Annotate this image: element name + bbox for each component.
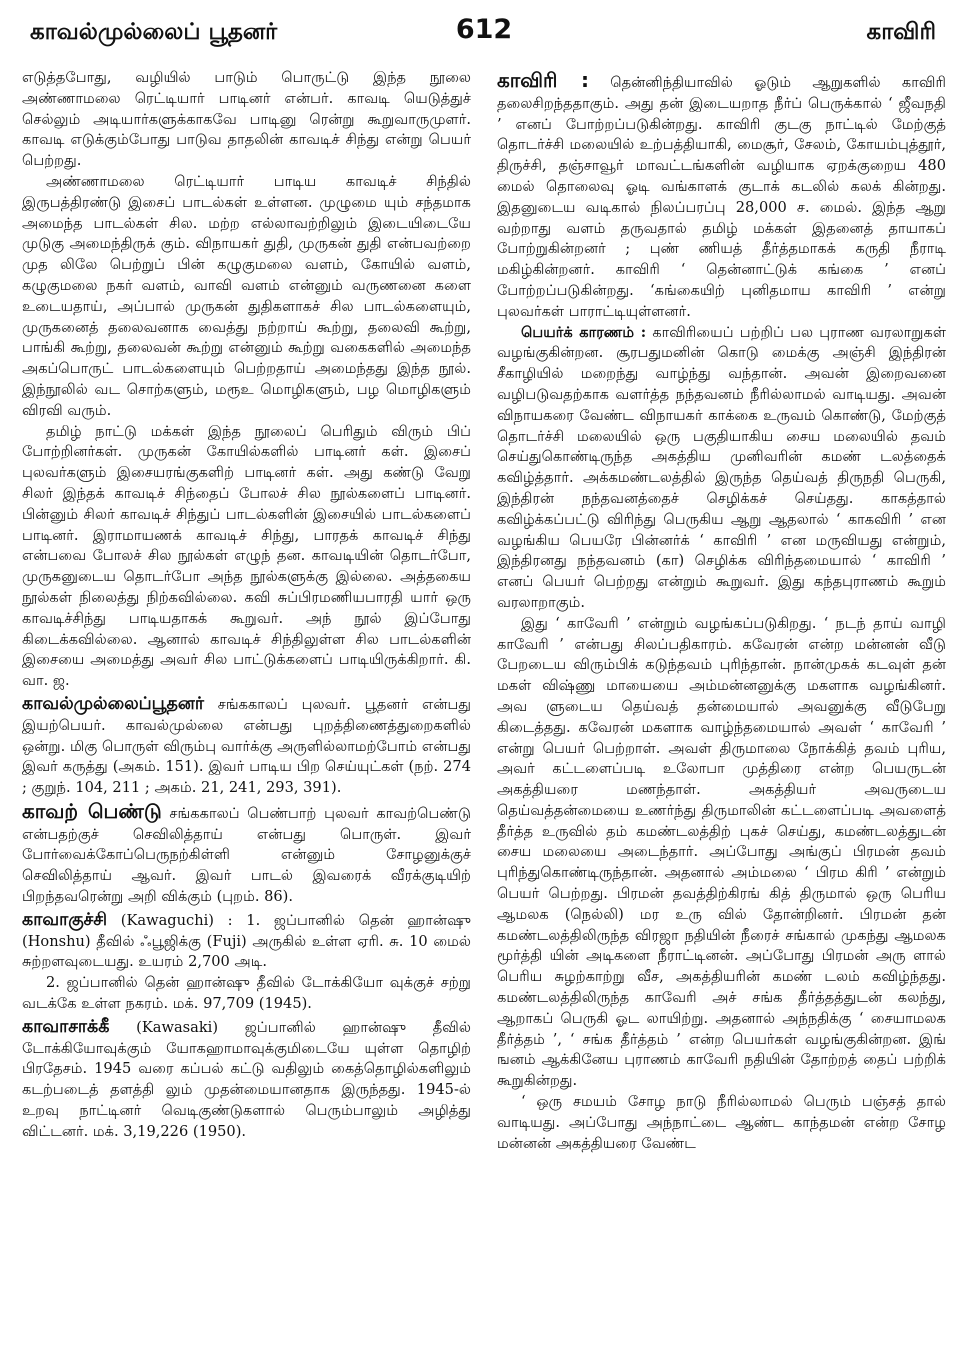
paragraph-text: காவிரியைப் பற்றிப் பல புராண வரலாறுகள் வழங்குகின்றன. சூரபதுமனின் கொடு மைக்கு அஞ்சி இந்திரன் சீகாழியில் மறைந்து வாழ்ந்து வந்தான். அவன் இறைவனை வழிபடுவதற்காக வளர்த்த நந்தவனம் நீரில்லாமல் வாடியது. அவன் விநாயகரை வேண்ட விநாயகர் காக்கை உருவம் கொண்டு, மேற்குத் தொடர்ச்சி மலையில் ஒரு பகுதியாகிய சைய மலையில் தவம் செய்துகொண்டிருந்த அகத்திய முனிவரின் கமண் டலத்தைக் கவிழ்த்தார். அக்கமண்டலத்தில் இருந்த தெய்வத் திருநதி பெருகி, இந்திரன் நந்தவனத்தைச் செழிக்கச் செய்தது. காகத்தால் கவிழ்க்கப்பட்டு விரிந்து பெருகிய ஆறு ஆதலால் ‘ காகவிரி ’ என வழங்கிய பெயரே பின்னர்க் ‘ காவிரி ’ என மருவியது என்றும், இந்திரனது நந்தவனம் (கா) செழிக்க விரிந்தமையால் ‘ காவிரி ’ எனப் பெயர் பெற்றது என்றும் கூறுவர். இது கந்தபுராணம் கூறும் வரலாறாகும். [497,323,946,611]
entry-kavar-pendu [22,798,471,908]
entry-headword: காவாசாக்கீ [22,1016,110,1037]
entry-text: (Kawaguchi) : 1. ஜப்பானில் தென் ஹான்ஷு (Honshu) தீவில் ஃபூஜிக்கு (Fuji) அருகில் உள்ள ஏரி. சு. 10 மைல் சுற்றளவுடையது. உயரம் 2,700 அடி. [22,911,471,971]
entry-kaval-mullai-poothanar [22,694,471,799]
left-column [22,68,471,1357]
etymology-paragraph [497,323,946,614]
entry-headword: காவாகுச்சி [22,909,108,930]
page-header [22,10,946,54]
running-head-right: காவிரி [866,18,936,45]
entry-headword: காவல்முல்லைப்பூதனர் [22,693,204,714]
entry-headword: காவிரி : [497,68,589,92]
paragraph: 2. ஜப்பானில் தென் ஹான்ஷு தீவில் டோக்கியோ வுக்குச் சற்று வடக்கே உள்ள நகரம். மக். 97,709 (1945). [22,974,471,1013]
right-column [497,68,946,1357]
text-columns [22,68,946,1357]
subheading: பெயர்க் காரணம் : [521,323,647,341]
entry-headword: காவற் பெண்டு [22,798,162,823]
entry-text: (Kawasaki) ஜப்பானில் ஹான்ஷு தீவில் டோக்கியோவுக்கும் யோகஹாமாவுக்குமிடையே யுள்ள தொழிற் பிரதேசம். 1945 வரை கப்பல் கட்டு வதிலும் கைத்தொழில்களிலும் கடற்படைத் தளத்தி லும் முதன்மையானதாக இருந்தது. 1945-ல் உறவு நாட்டினர் வெடிகுண்டுகளால் பெரும்பாலும் அழித்து விட்டனர். மக். 3,19,226 (1950). [22,1018,471,1140]
paragraph: ‘ ஒரு சமயம் சோழ நாடு நீரில்லாமல் பெரும் பஞ்சத் தால் வாடியது. அப்போது அந்நாட்டை ஆண்ட காந்தமன் என்ற சோழ மன்னன் அகத்தியரை வேண்ட [497,1093,946,1152]
paragraph: தமிழ் நாட்டு மக்கள் இந்த நூலைப் பெரிதும் விரும் பிப் போற்றினர்கள். முருகன் கோயில்களில் பாடினர் கள். இசைப் புலவர்களும் இசையரங்குகளிற் பாடினர் கள். அது கண்டு வேறு சிலர் இந்தக் காவடிச் சிந்தைப் போலச் சில நூல்களைப் பாடினர். பின்னும் சிலர் காவடிச் சிந்துப் பாடல்களின் இசையில் பாடல்களைப் பாடினர். இராமாயணக் காவடிச் சிந்து, பாரதக் காவடிச் சிந்து என்பவை போலச் சில நூல்கள் எழுந் தன. காவடியின் தொடர்போ, முருகனுடைய தொடர்போ அந்த நூல்களுக்கு இல்லை. அத்தகைய நூல்கள் நிலைத்து நிற்கவில்லை. கவி சுப்பிரமணியபாரதி யார் ஒரு காவடிச்சிந்து பாடியதாகக் கூறுவர். அந் நூல் இப்போது கிடைக்கவில்லை. ஆனால் காவடிச் சிந்திலுள்ள சில பாடல்களின் இசையை அமைத்து அவர் சில பாட்டுக்களைப் பாடியிருக்கிறார். கி. வா. ஜ. [22,422,471,690]
paragraph: இது ‘ காவேரி ’ என்றும் வழங்கப்படுகிறது. ‘ நடந் தாய் வாழி காவேரி ’ என்பது சிலப்பதிகாரம். கவேரன் என்ற மன்னன் வீடு பேறடைய விரும்பிக் கடுந்தவம் புரிந்தான். நான்முகக் கடவுள் தன் மகள் விஷ்ணு மாயையை அம்மன்னனுக்கு மகளாக வழங்கினர். அவ ளுடைய தெய்வத் தன்மையால் அவனுக்கு வீடுபேறு கிடைத்தது. கவேரன் மகளாக வாழ்ந்தமையால் அவள் ‘ காவேரி ’ என்று பெயர் பெற்றாள். அவள் திருமாலை நோக்கித் தவம் புரிய, அவர் கட்டளைப்படி உலோபா முத்திரை என்ற பெயருடன் அகத்தியரை மணந்தாள். அகத்தியர் அவருடைய தெய்வத்தன்மையை உணர்ந்து திருமாலின் கட்டளைப்படி அவளைத் தீர்த்த உருவில் தம் கமண்டலத்திற் புகச் செய்து, கமண்டலத்துடன் சைய மலையை அடைந்தார். அப்போது அங்குப் பிரமன் தவம் புரிந்துகொண்டிருந்தான். அதனால் அம்மலை ‘ பிரம கிரி ’ என்றும் பெயர் பெற்றது. பிரமன் தவத்திற்கிரங் கித் திருமால் ஒரு பெரிய ஆமலக (நெல்லி) மர உரு வில் தோன்றினர். பிரமன் தன் கமண்டலத்திலிருந்த விரஜா நதியின் நீரைச் சங்கால் முகந்து ஆமலக மூர்த்தி யின் அடிகளை நீராட்டினன். அப்போது பிரமன் அரு ளால் பெரிய சுழற்காற்று வீச, அகத்தியரின் கமண் டலம் கவிழ்ந்தது. கமண்டலத்திலிருந்த காவேரி அச் சங்க தீர்த்தத்துடன் கலந்து, ஆறாகப் பெருகி ஓட லாயிற்று. அதனால் அந்நதிக்கு ‘ சையாமலக தீர்த்தம் ’, ‘ சங்க தீர்த்தம் ’ என்ற பெயர்கள் வழங்குகின்றன. இங் ஙனம் ஆக்கினேய புராணம் காவேரி நதியின் தோற்றத் தைப் பற்றிக் கூறுகின்றது. [497,614,946,1090]
running-head-left: காவல்முல்லைப் பூதனர் [30,18,278,45]
entry-kawaguchi [22,910,471,973]
entry-text: சங்ககாலப் பெண்பாற் புலவர் காவற்பெண்டு என்பதற்குச் செவிலித்தாய் என்பது பொருள். இவர் போர்வைக்கோப்பெருநற்கிள்ளி என்னும் சோழனுக்குச் செவிலித்தாய் ஆவர். இவர் பாடல் இவரைக் வீரக்குடியிற் பிறந்தவரென்று அறி விக்கும் (புறம். 86). [22,804,471,906]
entry-text: சங்ககாலப் புலவர். பூதனர் என்பது இயற்பெயர். காவல்முல்லை என்பது புறத்திணைத்துறைகளில் ஒன்று. மிகு பொருள் விரும்பு வார்க்கு அருளில்லாமற்போம் என்பது இவர் கருத்து (அகம். 151). இவர் பாடிய பிற செய்யுட்கள் (நற். 274 ; குறுந். 104, 211 ; அகம். 21, 241, 293, 391). [22,695,471,797]
entry-kaviri [497,70,946,323]
entry-text: தென்னிந்தியாவில் ஓடும் ஆறுகளில் காவிரி தலைசிறந்ததாகும். அது தன் இடையறாத நீர்ப் பெருக்கால் ‘ ஜீவநதி ’ எனப் போற்றப்படுகின்றது. காவிரி குடகு நாட்டில் மேற்குத் தொடர்ச்சி மலையில் உற்பத்தியாகி, மைசூர், சேலம், கோயம்புத்தூர், திருச்சி, தஞ்சாவூர் மாவட்டங்களின் வழியாக ஏறக்குறைய 480 மைல் தொலைவு ஓடி வங்காளக் குடாக் கடலில் கலக் கின்றது. இதனுடைய வடிகால் நிலப்பரப்பு 28,000 ச. மைல். இந்த ஆறு வற்றாது வளம் தருவதால் தமிழ் மக்கள் இதனைத் தாயாகப் போற்றுகின்றனர் ; புண் ணியத் தீர்த்தமாகக் கருதி நீராடி மகிழ்கின்றனர். காவிரி ‘ தென்னாட்டுக் கங்கை ’ எனப் போற்றப்படுகின்றது. ‘கங்கையிற் புனிதமாய காவிரி ’ என்று புலவர்கள் பாராட்டியுள்ளனர். [497,74,946,320]
paragraph: அண்ணாமலை ரெட்டியார் பாடிய காவடிச் சிந்தில் இருபத்திரண்டு இசைப் பாடல்கள் உள்ளன. முழுமை யும் சந்தமாக அமைந்த பாடல்கள் சில. மற்ற எல்லாவற்றிலும் இடையிடையே முடுகு அமைந்திருக் கும். விநாயகர் துதி, முருகன் துதி என்பவற்றை முத லிலே பெற்றுப் பின் கழுகுமலை வளம், கோயில் வளம், கழுகுமலை நகர் வளம், வாவி வளம் என்னும் வருணனை களை உடையதாய், அப்பால் முருகன் துதிகளாகச் சில பாடல்களையும், முருகனைத் தலைவனாக வைத்து நற்றாய் கூற்று, தலைவி கூற்று, பாங்கி கூற்று, தலைவன் கூற்று என்னும் கூற்று வகைகளில் அமைந்த அகப்பொருட் பாடல்களையும் பெற்றதாய் அமைந்தது இந்த நூல். இந்நூலில் வட சொற்களும், மரூஉ மொழிகளும், பழ மொழிகளும் விரவி வரும். [22,172,471,419]
entry-kawasaki [22,1017,471,1143]
page-number: 612 [455,14,513,45]
paragraph: எடுத்தபோது, வழியில் பாடும் பொருட்டு இந்த நூலை அண்ணாமலை ரெட்டியார் பாடினர் என்பர். காவடி யெடுத்துச் செல்லும் அடியார்களுக்காகவே பாடினு ரென்று கூறுவாருமுளர். காவடி எடுக்கும்போது பாடுவ தாதலின் காவடிச் சிந்து என்று பெயர் பெற்றது. [22,69,471,170]
